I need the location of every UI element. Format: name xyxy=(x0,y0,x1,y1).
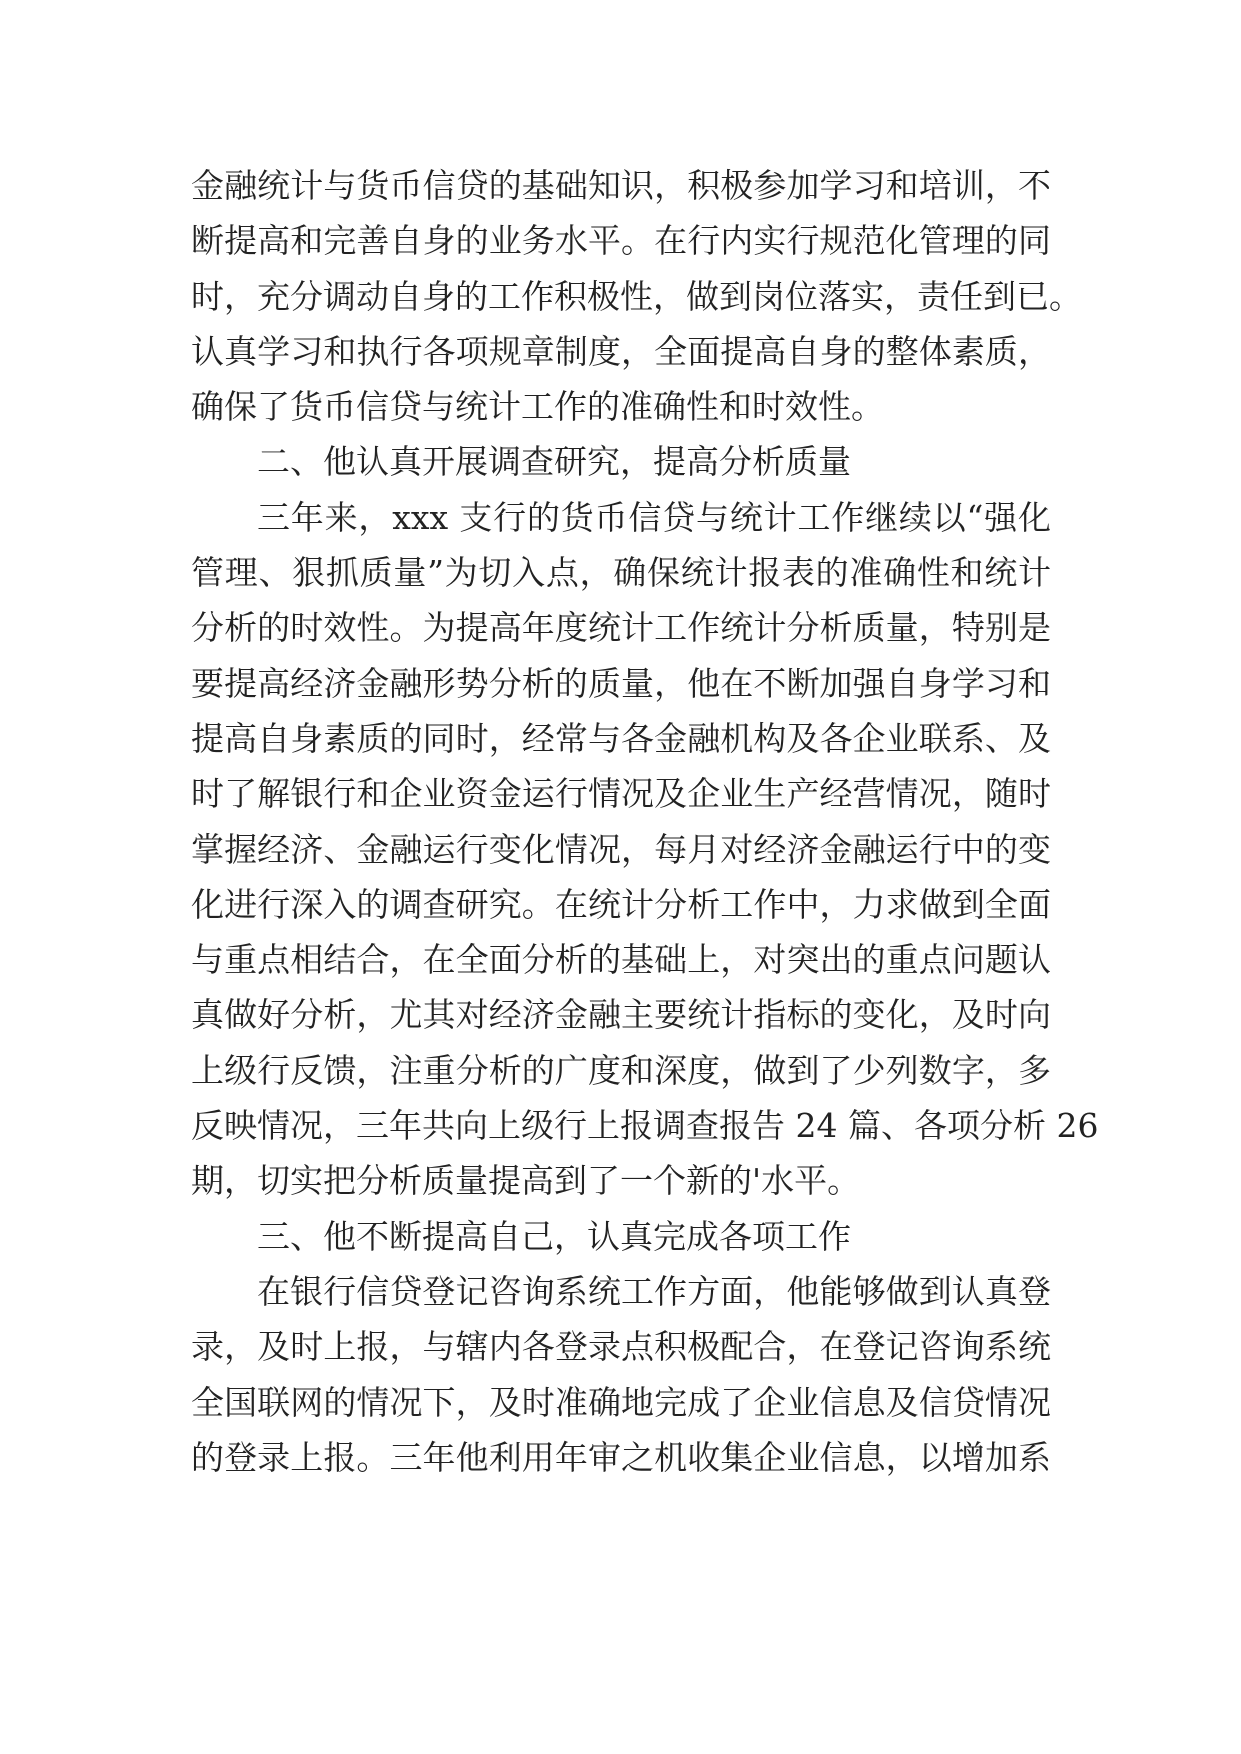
text-line: 提高自身素质的同时，经常与各金融机构及各企业联系、及 xyxy=(191,718,1051,758)
text-line: 时了解银行和企业资金运行情况及企业生产经营情况，随时 xyxy=(191,774,1051,814)
text-line: 全国联网的情况下，及时准确地完成了企业信息及信贷情况 xyxy=(191,1382,1051,1422)
text-line: 确保了货币信贷与统计工作的准确性和时效性。 xyxy=(191,387,884,427)
text-line: 在银行信贷登记咨询系统工作方面，他能够做到认真登 xyxy=(257,1271,1051,1311)
text-line: 录，及时上报，与辖内各登录点积极配合，在登记咨询系统 xyxy=(191,1327,1051,1367)
text-line: 真做好分析，尤其对经济金融主要统计指标的变化，及时向 xyxy=(191,995,1051,1035)
text-line: 三年来，xxx 支行的货币信贷与统计工作继续以“强化 xyxy=(257,497,1051,537)
text-line: 要提高经济金融形势分析的质量，他在不断加强自身学习和 xyxy=(191,663,1051,703)
text-line: 与重点相结合，在全面分析的基础上，对突出的重点问题认 xyxy=(191,940,1051,980)
text-line: 时，充分调动自身的工作积极性，做到岗位落实，责任到已。 xyxy=(191,276,1082,316)
section-heading-2: 二、他认真开展调查研究，提高分析质量 xyxy=(257,442,851,482)
text-line: 的登录上报。三年他利用年审之机收集企业信息，以增加系 xyxy=(191,1437,1051,1477)
text-line: 化进行深入的调查研究。在统计分析工作中，力求做到全面 xyxy=(191,884,1051,924)
text-line: 管理、狠抓质量”为切入点，确保统计报表的准确性和统计 xyxy=(191,553,1051,593)
text-line: 反映情况，三年共向上级行上报调查报告 24 篇、各项分析 26 xyxy=(191,1106,1099,1146)
text-line: 上级行反馈，注重分析的广度和深度，做到了少列数字，多 xyxy=(191,1050,1051,1090)
text-line: 分析的时效性。为提高年度统计工作统计分析质量，特别是 xyxy=(191,608,1051,648)
text-line: 断提高和完善自身的业务水平。在行内实行规范化管理的同 xyxy=(191,221,1051,261)
section-heading-3: 三、他不断提高自己，认真完成各项工作 xyxy=(257,1216,851,1256)
text-line: 金融统计与货币信贷的基础知识，积极参加学习和培训，不 xyxy=(191,166,1051,205)
text-line: 认真学习和执行各项规章制度，全面提高自身的整体素质， xyxy=(191,331,1051,371)
text-line: 掌握经济、金融运行变化情况，每月对经济金融运行中的变 xyxy=(191,829,1051,869)
body-text xyxy=(191,158,1099,1485)
text-line: 期，切实把分析质量提高到了一个新的'水平。 xyxy=(191,1161,861,1201)
